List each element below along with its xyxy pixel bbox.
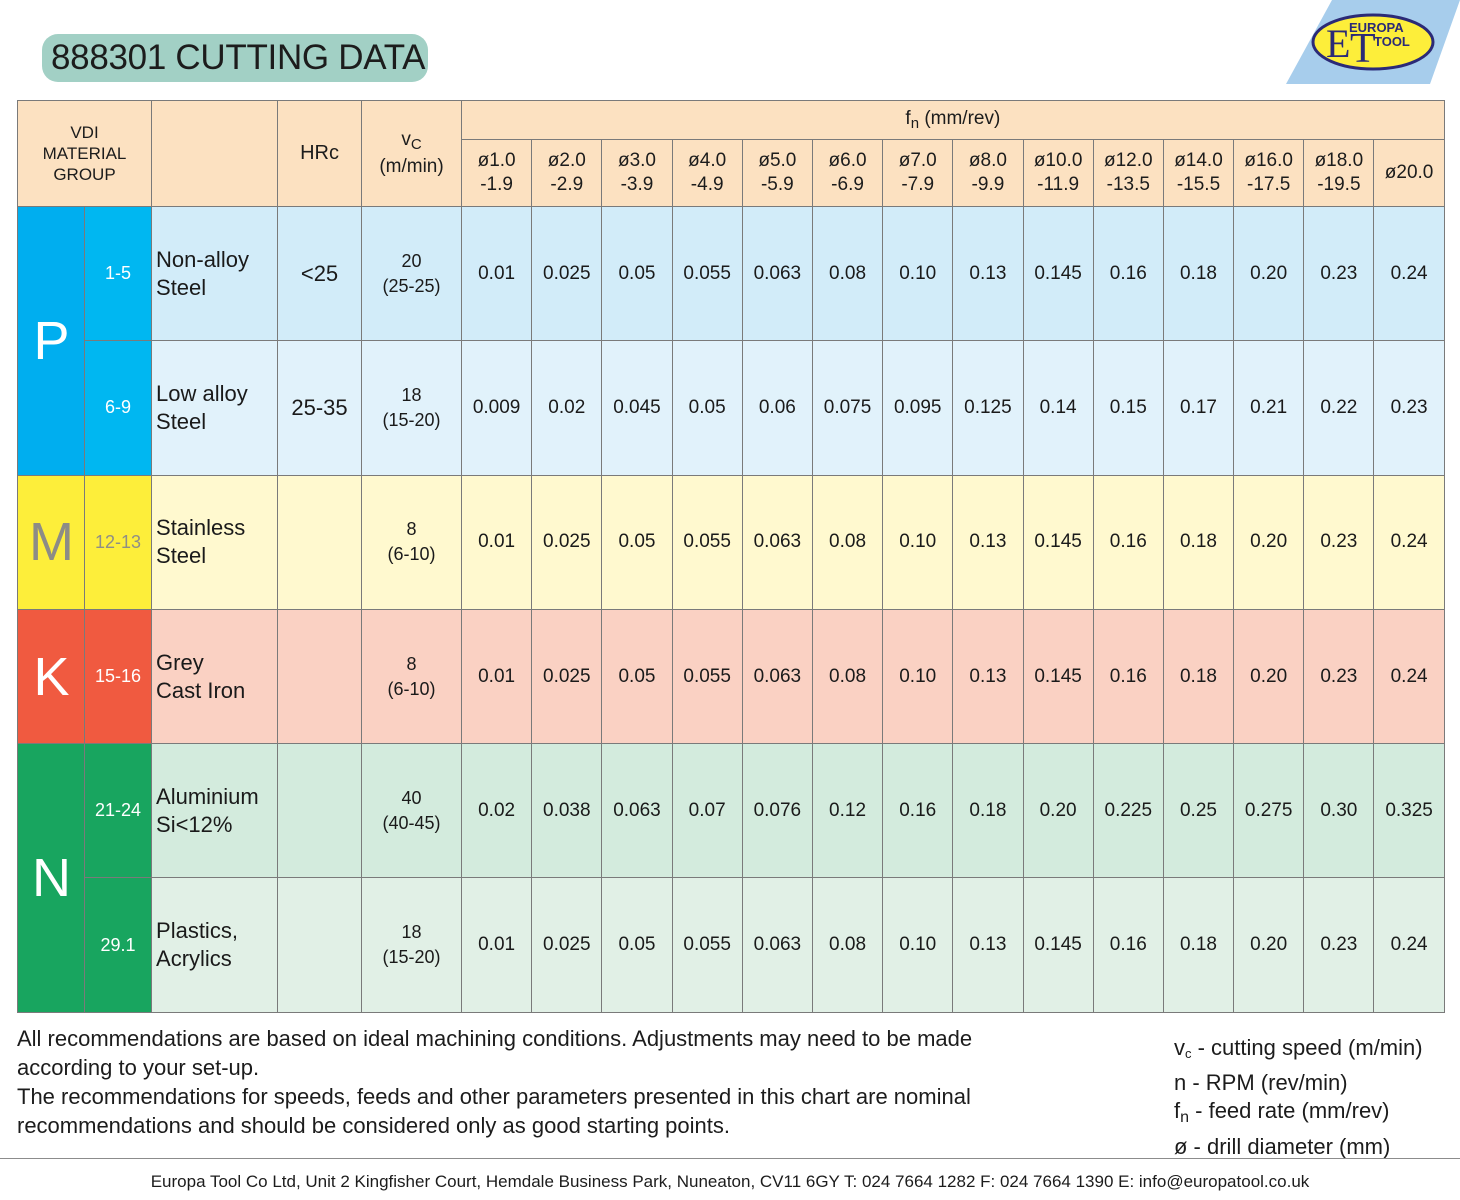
feed-rate-value: 0.24 bbox=[1374, 207, 1444, 341]
feed-rate-value: 0.025 bbox=[532, 878, 602, 1012]
legend-n: n - RPM (rev/min) bbox=[1174, 1069, 1348, 1095]
material-name: Grey Cast Iron bbox=[152, 609, 278, 743]
feed-rate-value: 0.01 bbox=[462, 475, 532, 609]
feed-rate-value: 0.16 bbox=[1093, 207, 1163, 341]
feed-rate-value: 0.325 bbox=[1374, 744, 1444, 878]
feed-rate-value: 0.23 bbox=[1304, 207, 1374, 341]
feed-rate-value: 0.01 bbox=[462, 609, 532, 743]
legend-diameter: ø - drill diameter (mm) bbox=[1174, 1133, 1391, 1159]
legend bbox=[1174, 1034, 1460, 1161]
feed-rate-value: 0.063 bbox=[742, 475, 812, 609]
vdi-code: 15-16 bbox=[85, 609, 152, 743]
feed-rate-value: 0.18 bbox=[1163, 878, 1233, 1012]
vdi-material-group-header: VDI MATERIAL GROUP bbox=[18, 101, 152, 207]
europa-tool-logo bbox=[1286, 0, 1460, 84]
feed-rate-value: 0.17 bbox=[1163, 341, 1233, 475]
diameter-header: ø20.0 bbox=[1374, 140, 1444, 207]
diameter-header: ø4.0 -4.9 bbox=[672, 140, 742, 207]
vdi-code: 21-24 bbox=[85, 744, 152, 878]
feed-rate-value: 0.18 bbox=[1163, 207, 1233, 341]
hrc-header: HRc bbox=[278, 101, 362, 207]
feed-rate-value: 0.10 bbox=[883, 878, 953, 1012]
hrc-value bbox=[278, 878, 362, 1012]
hrc-value: <25 bbox=[278, 207, 362, 341]
diameter-header: ø6.0 -6.9 bbox=[812, 140, 882, 207]
diameter-header: ø7.0 -7.9 bbox=[883, 140, 953, 207]
feed-rate-value: 0.20 bbox=[1234, 609, 1304, 743]
feed-rate-value: 0.05 bbox=[672, 341, 742, 475]
material-header bbox=[152, 101, 278, 207]
feed-rate-value: 0.07 bbox=[672, 744, 742, 878]
feed-rate-value: 0.275 bbox=[1234, 744, 1304, 878]
feed-rate-value: 0.16 bbox=[1093, 609, 1163, 743]
vdi-code: 1-5 bbox=[85, 207, 152, 341]
feed-rate-value: 0.18 bbox=[1163, 475, 1233, 609]
vc-value: 8 (6-10) bbox=[362, 609, 462, 743]
feed-rate-value: 0.025 bbox=[532, 475, 602, 609]
logo-line-2: TOOL bbox=[1374, 34, 1410, 49]
diameter-header: ø18.0 -19.5 bbox=[1304, 140, 1374, 207]
feed-rate-value: 0.095 bbox=[883, 341, 953, 475]
fn-header: $f_n$ (mm/rev) bbox=[462, 101, 1445, 140]
feed-rate-value: 0.05 bbox=[602, 475, 672, 609]
hrc-value bbox=[278, 609, 362, 743]
material-name: Non-alloy Steel bbox=[152, 207, 278, 341]
footer-divider bbox=[0, 1158, 1460, 1159]
cutting-data-table bbox=[17, 100, 1445, 1013]
note-1: All recommendations are based on ideal machining conditions. Adjustments may need to be made according to your set-up. bbox=[17, 1026, 973, 1080]
feed-rate-value: 0.08 bbox=[812, 207, 882, 341]
feed-rate-value: 0.13 bbox=[953, 207, 1023, 341]
feed-rate-value: 0.038 bbox=[532, 744, 602, 878]
legend-fn: $f_n$ - feed rate (mm/rev) bbox=[1174, 1098, 1390, 1126]
feed-rate-value: 0.18 bbox=[953, 744, 1023, 878]
feed-rate-value: 0.063 bbox=[742, 609, 812, 743]
legend-vc: $v_c$ - cutting speed (m/min) bbox=[1174, 1035, 1423, 1061]
feed-rate-value: 0.20 bbox=[1234, 878, 1304, 1012]
material-group-letter: P bbox=[18, 207, 85, 476]
feed-rate-value: 0.145 bbox=[1023, 609, 1093, 743]
vdi-code: 12-13 bbox=[85, 475, 152, 609]
material-name: Low alloy Steel bbox=[152, 341, 278, 475]
feed-rate-value: 0.13 bbox=[953, 878, 1023, 1012]
feed-rate-value: 0.20 bbox=[1234, 207, 1304, 341]
vc-value: 18 (15-20) bbox=[362, 341, 462, 475]
diameter-header: ø1.0 -1.9 bbox=[462, 140, 532, 207]
feed-rate-value: 0.025 bbox=[532, 609, 602, 743]
feed-rate-value: 0.16 bbox=[1093, 475, 1163, 609]
diameter-header: ø5.0 -5.9 bbox=[742, 140, 812, 207]
vdi-code: 6-9 bbox=[85, 341, 152, 475]
feed-rate-value: 0.076 bbox=[742, 744, 812, 878]
material-name: Aluminium Si<12% bbox=[152, 744, 278, 878]
diameter-header: ø8.0 -9.9 bbox=[953, 140, 1023, 207]
feed-rate-value: 0.145 bbox=[1023, 207, 1093, 341]
table-row bbox=[18, 341, 1445, 475]
feed-rate-value: 0.21 bbox=[1234, 341, 1304, 475]
table-row bbox=[18, 878, 1445, 1012]
feed-rate-value: 0.13 bbox=[953, 609, 1023, 743]
feed-rate-value: 0.23 bbox=[1304, 878, 1374, 1012]
feed-rate-value: 0.063 bbox=[602, 744, 672, 878]
feed-rate-value: 0.14 bbox=[1023, 341, 1093, 475]
table-row bbox=[18, 475, 1445, 609]
feed-rate-value: 0.08 bbox=[812, 609, 882, 743]
material-group-letter: N bbox=[18, 744, 85, 1013]
diameter-header: ø14.0 -15.5 bbox=[1163, 140, 1233, 207]
feed-rate-value: 0.30 bbox=[1304, 744, 1374, 878]
feed-rate-value: 0.05 bbox=[602, 878, 672, 1012]
feed-rate-value: 0.12 bbox=[812, 744, 882, 878]
material-group-letter: M bbox=[18, 475, 85, 609]
feed-rate-value: 0.24 bbox=[1374, 609, 1444, 743]
feed-rate-value: 0.009 bbox=[462, 341, 532, 475]
feed-rate-value: 0.13 bbox=[953, 475, 1023, 609]
notes bbox=[17, 1024, 1017, 1140]
feed-rate-value: 0.15 bbox=[1093, 341, 1163, 475]
page-title: 888301 CUTTING DATA bbox=[42, 34, 428, 82]
feed-rate-value: 0.10 bbox=[883, 609, 953, 743]
feed-rate-value: 0.063 bbox=[742, 878, 812, 1012]
feed-rate-value: 0.08 bbox=[812, 475, 882, 609]
footer-address: Europa Tool Co Ltd, Unit 2 Kingfisher Court, Hemdale Business Park, Nuneaton, CV11 6GY T: 024 7664 1282 F: 024 7664 1390 E: info@europatool.co.uk bbox=[150, 1172, 1310, 1191]
diameter-header: ø12.0 -13.5 bbox=[1093, 140, 1163, 207]
feed-rate-value: 0.055 bbox=[672, 878, 742, 1012]
feed-rate-value: 0.125 bbox=[953, 341, 1023, 475]
hrc-value bbox=[278, 475, 362, 609]
feed-rate-value: 0.055 bbox=[672, 609, 742, 743]
feed-rate-value: 0.16 bbox=[883, 744, 953, 878]
hrc-value: 25-35 bbox=[278, 341, 362, 475]
feed-rate-value: 0.02 bbox=[462, 744, 532, 878]
feed-rate-value: 0.08 bbox=[812, 878, 882, 1012]
material-name: Plastics, Acrylics bbox=[152, 878, 278, 1012]
logo-letter-t: T bbox=[1350, 26, 1376, 72]
feed-rate-value: 0.01 bbox=[462, 207, 532, 341]
note-2: The recommendations for speeds, feeds and other parameters presented in this chart are nominal recommendations and should be considered only as good starting points. bbox=[17, 1084, 971, 1138]
feed-rate-value: 0.20 bbox=[1234, 475, 1304, 609]
feed-rate-value: 0.025 bbox=[532, 207, 602, 341]
feed-rate-value: 0.18 bbox=[1163, 609, 1233, 743]
feed-rate-value: 0.23 bbox=[1374, 341, 1444, 475]
logo-letter-e: E bbox=[1326, 21, 1351, 66]
feed-rate-value: 0.225 bbox=[1093, 744, 1163, 878]
feed-rate-value: 0.055 bbox=[672, 207, 742, 341]
feed-rate-value: 0.10 bbox=[883, 207, 953, 341]
vc-header: $v_C$ (m/min) bbox=[362, 101, 462, 207]
vc-value: 40 (40-45) bbox=[362, 744, 462, 878]
material-group-letter: K bbox=[18, 609, 85, 743]
vc-value: 20 (25-25) bbox=[362, 207, 462, 341]
vc-value: 18 (15-20) bbox=[362, 878, 462, 1012]
feed-rate-value: 0.05 bbox=[602, 207, 672, 341]
table-row bbox=[18, 609, 1445, 743]
material-name: Stainless Steel bbox=[152, 475, 278, 609]
feed-rate-value: 0.05 bbox=[602, 609, 672, 743]
diameter-header: ø2.0 -2.9 bbox=[532, 140, 602, 207]
feed-rate-value: 0.063 bbox=[742, 207, 812, 341]
feed-rate-value: 0.145 bbox=[1023, 878, 1093, 1012]
feed-rate-value: 0.22 bbox=[1304, 341, 1374, 475]
feed-rate-value: 0.16 bbox=[1093, 878, 1163, 1012]
vc-value: 8 (6-10) bbox=[362, 475, 462, 609]
hrc-value bbox=[278, 744, 362, 878]
table-row bbox=[18, 207, 1445, 341]
diameter-header: ø16.0 -17.5 bbox=[1234, 140, 1304, 207]
feed-rate-value: 0.145 bbox=[1023, 475, 1093, 609]
feed-rate-value: 0.06 bbox=[742, 341, 812, 475]
feed-rate-value: 0.045 bbox=[602, 341, 672, 475]
feed-rate-value: 0.24 bbox=[1374, 475, 1444, 609]
feed-rate-value: 0.055 bbox=[672, 475, 742, 609]
diameter-header: ø3.0 -3.9 bbox=[602, 140, 672, 207]
feed-rate-value: 0.02 bbox=[532, 341, 602, 475]
feed-rate-value: 0.24 bbox=[1374, 878, 1444, 1012]
logo-line-1: EUROPA bbox=[1349, 20, 1404, 35]
feed-rate-value: 0.10 bbox=[883, 475, 953, 609]
feed-rate-value: 0.01 bbox=[462, 878, 532, 1012]
feed-rate-value: 0.075 bbox=[812, 341, 882, 475]
feed-rate-value: 0.23 bbox=[1304, 609, 1374, 743]
diameter-header: ø10.0 -11.9 bbox=[1023, 140, 1093, 207]
vdi-code: 29.1 bbox=[85, 878, 152, 1012]
feed-rate-value: 0.20 bbox=[1023, 744, 1093, 878]
feed-rate-value: 0.23 bbox=[1304, 475, 1374, 609]
table-row bbox=[18, 744, 1445, 878]
feed-rate-value: 0.25 bbox=[1163, 744, 1233, 878]
